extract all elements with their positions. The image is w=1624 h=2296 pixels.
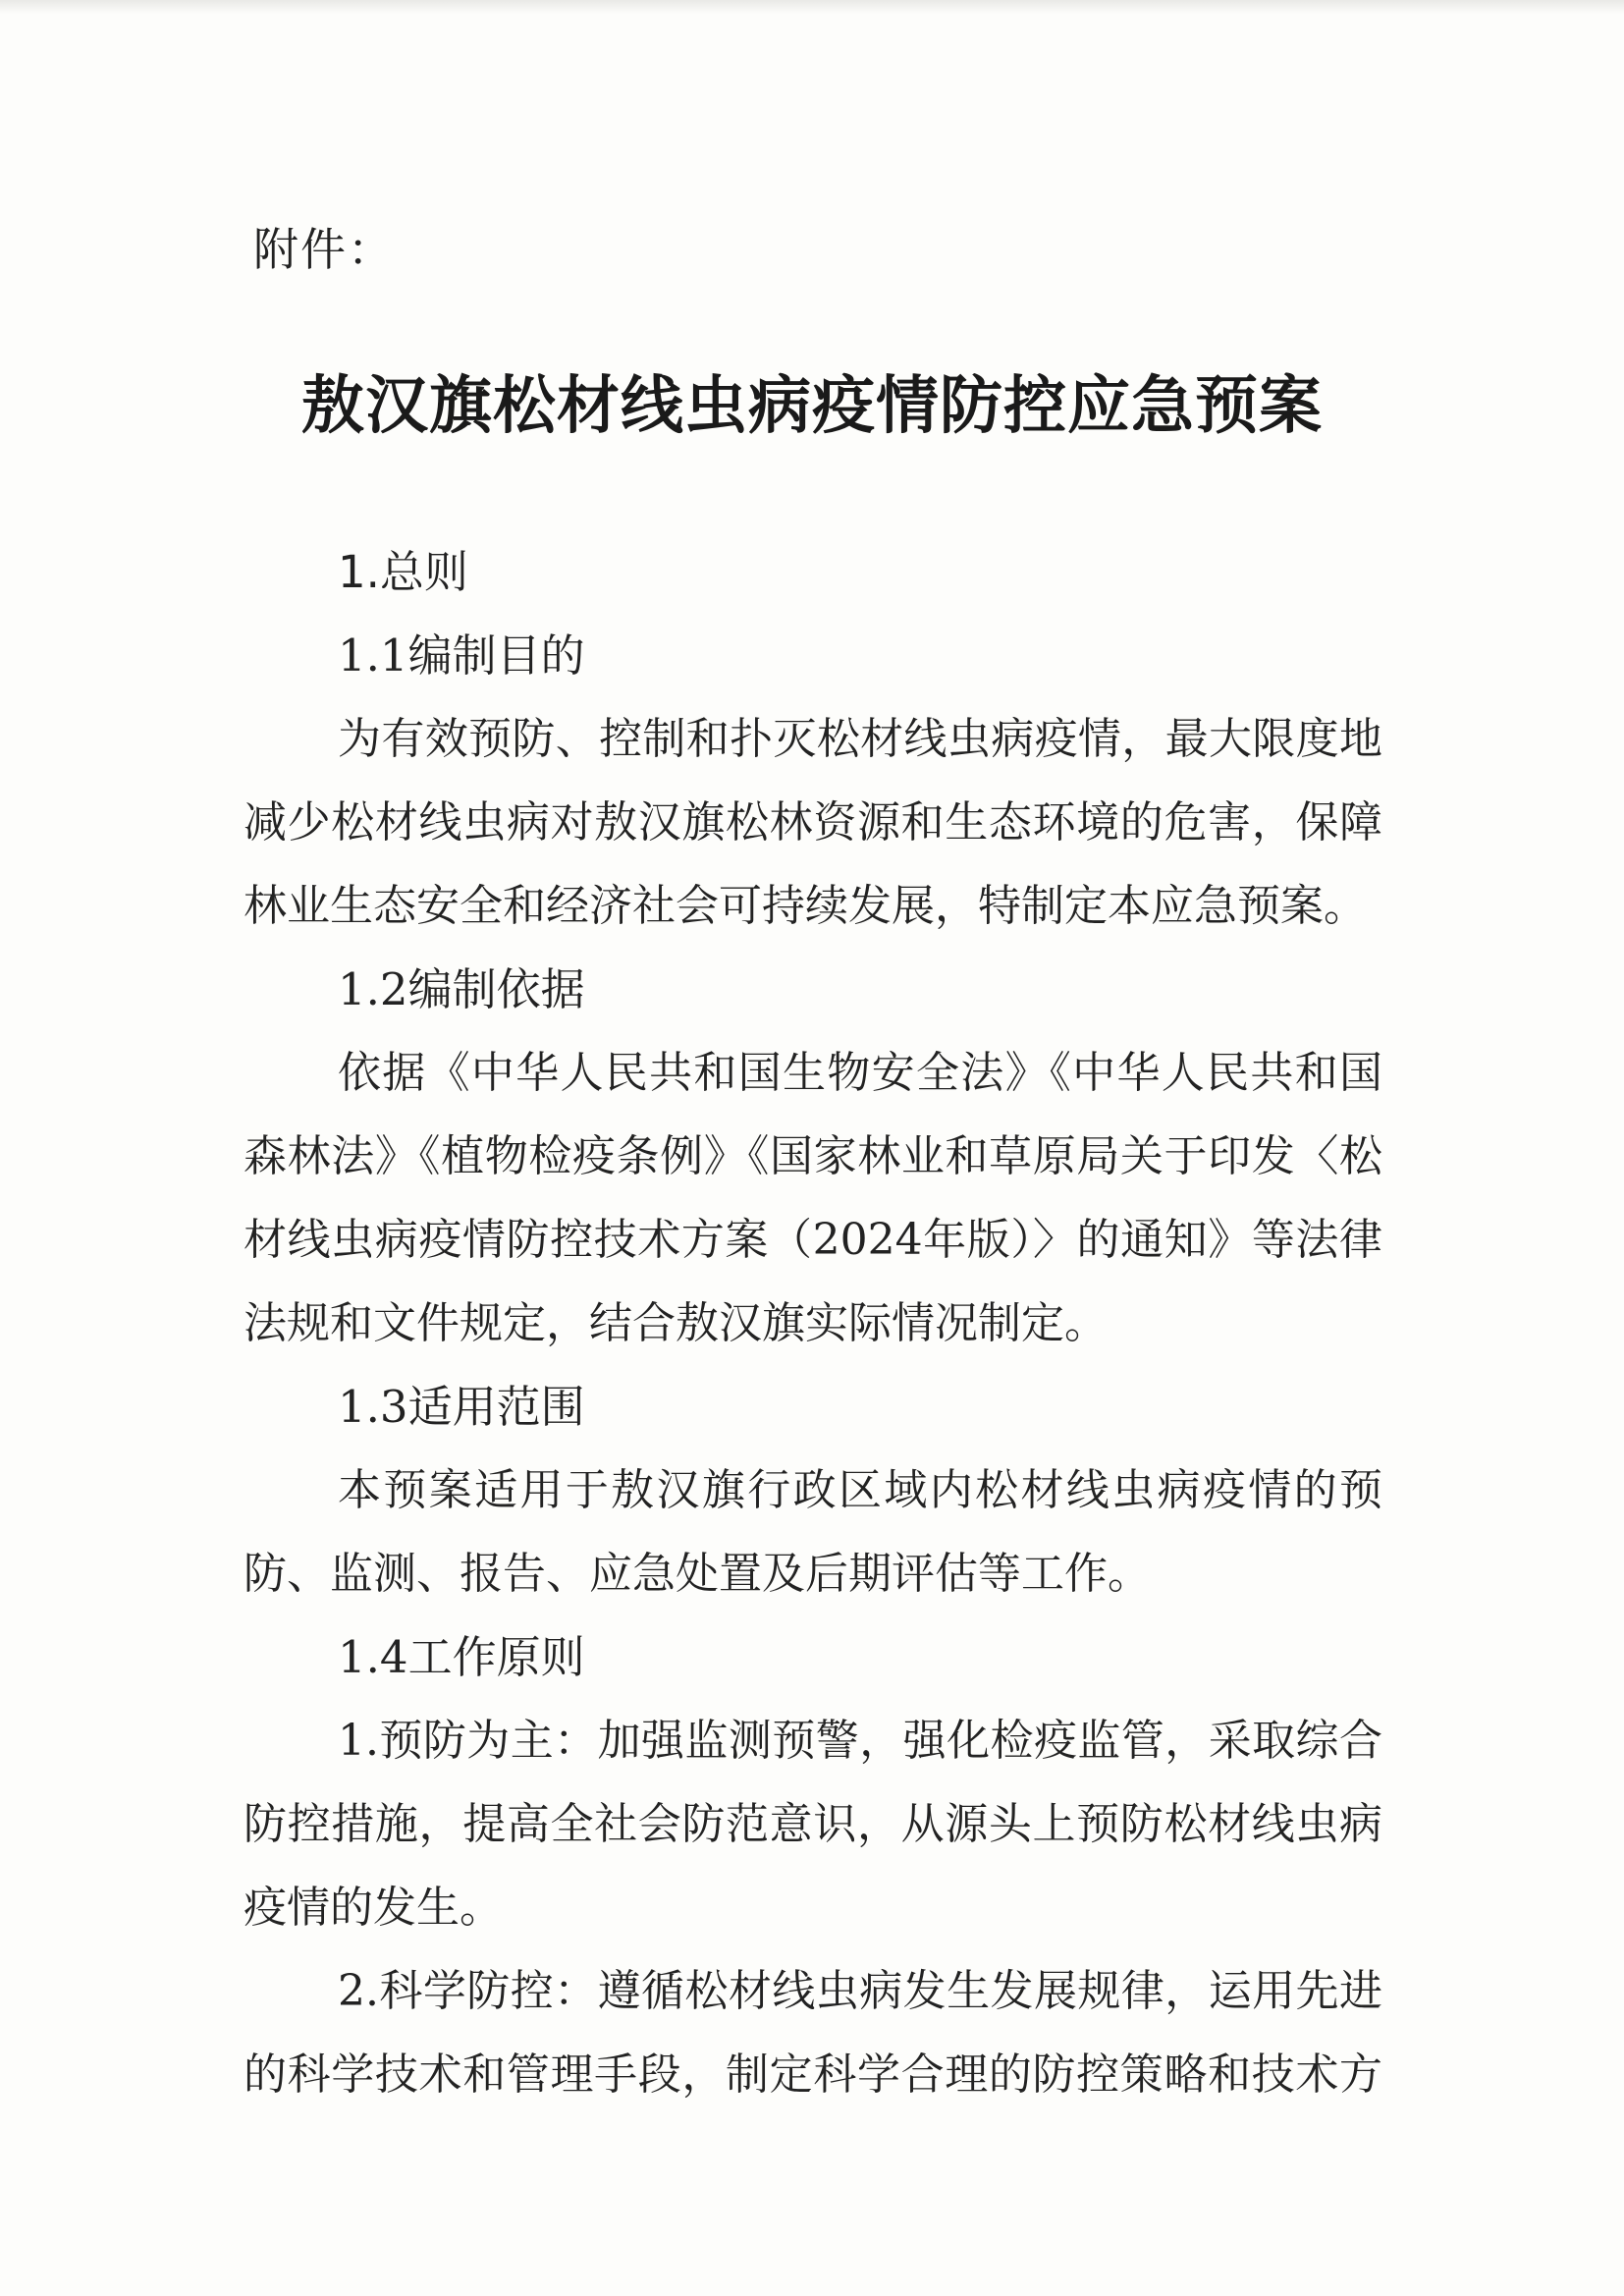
paragraph-line: 2.科学防控：遵循松材线虫病发生发展规律，运用先进 <box>338 1966 1382 2016</box>
paragraph-line: 1.预防为主：加强监测预警，强化检疫监管，采取综合 <box>338 1716 1382 1766</box>
scan-top-edge <box>0 0 1624 14</box>
paragraph-line: 依据《中华人民共和国生物安全法》《中华人民共和国 <box>338 1048 1382 1098</box>
paragraph-line: 森林法》《植物检疫条例》《国家林业和草原局关于印发〈松 <box>244 1131 1382 1181</box>
subsection-heading-principles: 1.4工作原则 <box>338 1631 585 1683</box>
section-heading-general: 1.总则 <box>338 546 468 598</box>
paragraph-line: 的科学技术和管理手段，制定科学合理的防控策略和技术方 <box>244 2050 1382 2100</box>
paragraph-line: 林业生态安全和经济社会可持续发展，特制定本应急预案。 <box>244 881 1367 931</box>
paragraph-line: 疫情的发生。 <box>244 1883 503 1933</box>
document-body <box>244 530 1382 2116</box>
document-title: 敖汉旗松材线虫病疫情防控应急预案 <box>301 370 1323 443</box>
subsection-heading-basis: 1.2编制依据 <box>338 963 585 1015</box>
paragraph-line: 为有效预防、控制和扑灭松材线虫病疫情，最大限度地 <box>338 714 1382 764</box>
paragraph-line: 防、监测、报告、应急处置及后期评估等工作。 <box>244 1549 1151 1599</box>
subsection-heading-purpose: 1.1编制目的 <box>338 629 585 682</box>
paragraph-line: 法规和文件规定，结合敖汉旗实际情况制定。 <box>244 1298 1108 1348</box>
paragraph-line: 本预案适用于敖汉旗行政区域内松材线虫病疫情的预 <box>338 1465 1382 1515</box>
paragraph-line: 减少松材线虫病对敖汉旗松林资源和生态环境的危害，保障 <box>244 797 1382 847</box>
paragraph-line: 防控措施，提高全社会防范意识，从源头上预防松材线虫病 <box>244 1799 1382 1849</box>
attachment-label: 附件： <box>253 223 395 276</box>
subsection-heading-scope: 1.3适用范围 <box>338 1381 585 1433</box>
paragraph-line: 材线虫病疫情防控技术方案（2024年版）〉的通知》等法律 <box>244 1215 1382 1265</box>
